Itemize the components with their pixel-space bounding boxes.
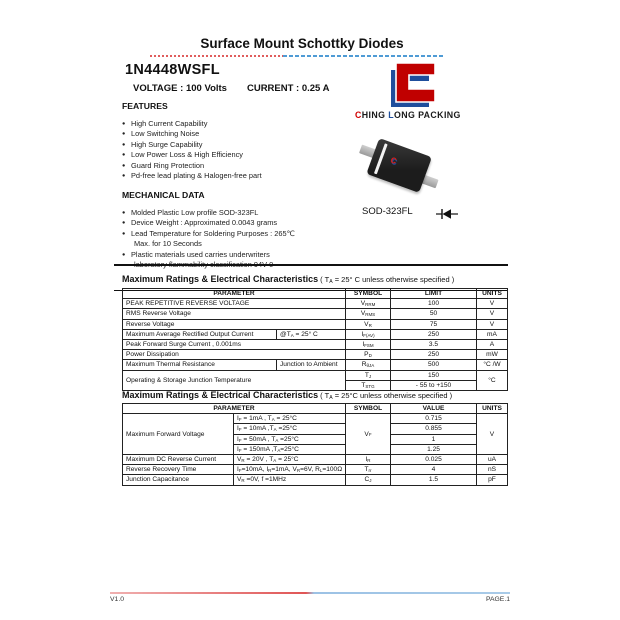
symbol-cell: $T_{STG}$ [346,380,391,390]
feature-item: ● Guard Ring Protection [122,161,262,171]
feature-item: ● High Surge Capability [122,140,262,150]
units-cell: nS [477,465,508,475]
parameter-cell: Peak Forward Surge Current , 0.001ms [123,340,346,350]
feature-item: ● Pd-free lead plating & Halogen-free part [122,171,262,181]
mechanical-item: ● Molded Plastic Low profile SOD-323FL [122,208,295,218]
parameter-cell: Maximum Average Rectified Output Current [123,329,277,339]
symbol-cell: $R_{\theta JA}$ [346,360,391,370]
table-row [123,414,508,424]
feature-item: ● High Current Capability [122,119,262,129]
footer-divider [110,592,510,594]
table-row [123,340,508,350]
symbol-cell: $I_{FSM}$ [346,340,391,350]
symbol-cell: $V_{RMS}$ [346,309,391,319]
limit-cell: 75 [391,319,477,329]
section-1-condition: ( $T_A = 25^\circ$ C unless otherwise specified ) [318,275,455,286]
current-rating: CURRENT : 0.25 A [246,83,330,94]
ratings-section-2-heading [122,385,516,403]
parameter-cell: Maximum Thermal Resistance [123,360,277,370]
feature-item: ● Low Power Loss & High Efficiency [122,150,262,160]
table-row [123,329,508,339]
condition-cell: $I_F = 1mA$ , $T_A = 25^\circ C$ [234,414,346,424]
value-cell: 1.25 [391,444,477,454]
condition-cell: $I_F = 150mA$ $,T_A=25^\circ C$ [234,444,346,454]
limit-cell: 100 [391,299,477,309]
page-number: PAGE.1 [485,596,510,603]
table-row [123,309,508,319]
parameter-cell: Reverse Recovery Time [123,465,234,475]
symbol-cell: $V_{RRM}$ [346,299,391,309]
features-heading: FEATURES [122,101,168,111]
ratings-summary [133,83,350,94]
value-cell: 0.025 [391,455,477,465]
col-header-units: UNITS [477,404,508,414]
value-cell: 1.5 [391,475,477,485]
symbol-cell: $T_{rr}$ [346,465,391,475]
page-title: Surface Mount Schottky Diodes [200,36,404,51]
units-cell: mA [477,329,508,339]
mechanical-item [122,229,295,250]
condition-cell: $V_R =0V$, f =1MHz [234,475,346,485]
package-body [366,138,432,193]
table-row [123,299,508,309]
parameter-cell: RMS Reverse Voltage [123,309,346,319]
limit-cell: 250 [391,350,477,360]
title-divider [150,55,443,58]
limit-cell: 500 [391,360,477,370]
parameter-cell: Maximum DC Reverse Current [123,455,234,465]
value-cell: 4 [391,465,477,475]
company-logo-icon [390,62,437,108]
symbol-cell: $I_{F(AV)}$ [346,329,391,339]
col-header-symbol: SYMBOL [346,404,391,414]
brand-text-2: ONG PACKING [393,110,461,120]
doc-version: V1.0 [110,596,124,603]
table-row [123,319,508,329]
units-cell: mW [477,350,508,360]
limit-cell: 3.5 [391,340,477,350]
section-2-title: Maximum Ratings & Electrical Characteristics [122,390,319,400]
units-cell: uA [477,455,508,465]
brand-letter-c: C [355,110,362,120]
cathode-band [374,143,388,174]
symbol-cell: $V_R$ [346,319,391,329]
symbol-cell: $C_J$ [346,475,391,485]
units-cell: A [477,340,508,350]
package-label: SOD-323FL [362,206,413,217]
features-list [122,119,262,181]
section-2-condition: ( $T_A = 25^\circ C$ unless otherwise specified ) [318,391,453,402]
feature-item: ● Low Switching Noise [122,129,262,139]
ratings-section-1-heading [114,264,508,291]
col-header-symbol: SYMBOL [346,289,391,299]
table-row [123,360,508,370]
table-row [123,465,508,475]
symbol-cell: $T_J$ [346,370,391,380]
mechanical-item-text: Lead Temperature for Soldering Purposes : 265℃ [131,228,295,238]
diode-symbol-icon [436,207,458,225]
package-logo-mark: c [388,153,399,167]
parameter-cell: Junction Capacitance [123,475,234,485]
units-cell: pF [477,475,508,485]
voltage-rating: VOLTAGE : 100 Volts [133,83,227,94]
table-row [123,475,508,485]
condition-cell: $V_R = 20V$ , $T_A = 25^\circ C$ [234,455,346,465]
condition-cell: $I_F = 50mA$ , $T_A =25^\circ C$ [234,434,346,444]
col-header-limit: LIMIT [391,289,477,299]
mechanical-item: ● Device Weight : Approximated 0.0043 grams [122,218,295,228]
limit-cell: - 55 to +150 [391,380,477,390]
table-header-row [123,289,508,299]
parameter-cell: Maximum Forward Voltage [123,414,234,455]
units-cell: °C /W [477,360,508,370]
mechanical-data-section [122,190,295,270]
divider-red-segment [150,55,283,57]
divider-blue-segment [283,55,443,57]
mechanical-list [122,208,295,270]
mechanical-heading: MECHANICAL DATA [122,190,205,200]
max-ratings-table [122,288,508,391]
units-cell: V [477,414,508,455]
col-header-value: VALUE [391,404,477,414]
limit-cell: 50 [391,309,477,319]
units-cell: °C [477,370,508,390]
logo-c-glyph [390,62,437,108]
parameter-cell: Operating & Storage Junction Temperature [123,370,346,390]
symbol-cell: $P_D$ [346,350,391,360]
table-row [123,350,508,360]
part-number: 1N4448WSFL [125,62,220,78]
table-row [123,455,508,465]
section-1-title: Maximum Ratings & Electrical Characteristics [122,274,319,284]
symbol-cell: $V_F$ [346,414,391,455]
table-header-row [123,404,508,414]
units-cell: V [477,319,508,329]
features-section [122,101,262,181]
value-cell: 0.715 [391,414,477,424]
footer [110,596,510,603]
condition-cell: Junction to Ambient [277,360,346,370]
brand-text-1: HING [361,110,389,120]
limit-cell: 150 [391,370,477,380]
units-cell: V [477,299,508,309]
units-cell: V [477,309,508,319]
condition-cell: $I_F=10mA$, $I_R=1mA$, $V_R=6V$, $R_L=100\Omega$ [234,465,346,475]
col-header-parameter: PARAMETER [123,404,346,414]
parameter-cell: PEAK REPETITIVE REVERSE VOLTAGE [123,299,346,309]
col-header-parameter: PARAMETER [123,289,346,299]
symbol-cell: $I_R$ [346,455,391,465]
parameter-cell: Power Dissipation [123,350,346,360]
package-photo [350,133,450,207]
mechanical-item-cont: Max. for 10 Seconds [134,239,202,249]
condition-cell: $I_F = 10mA$ $,T_A =25^\circ C$ [234,424,346,434]
brand-name [355,110,461,120]
col-header-units: UNITS [477,289,508,299]
electrical-characteristics-table [122,403,508,486]
table-row [123,370,508,380]
value-cell: 1 [391,434,477,444]
mechanical-item-cont: laboratory flammability classification 94V-0 [134,260,274,270]
value-cell: 0.855 [391,424,477,434]
parameter-cell: Reverse Voltage [123,319,346,329]
condition-cell: $@T_A = 25^\circ$ C [277,329,346,339]
mechanical-item-text: Plastic materials used carries underwriters [131,249,270,259]
brand-letter-l: L [388,110,394,120]
limit-cell: 250 [391,329,477,339]
